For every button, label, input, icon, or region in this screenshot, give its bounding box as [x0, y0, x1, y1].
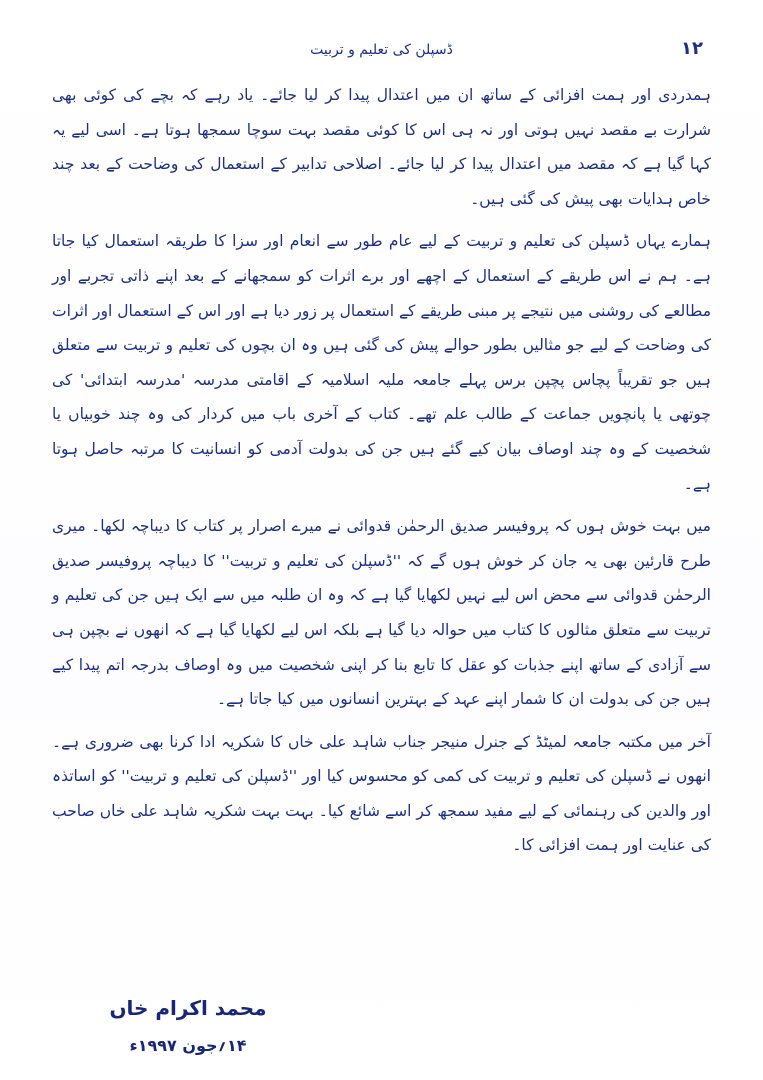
running-title: ڈسپلن کی تعلیم و تربیت: [310, 42, 453, 58]
page-number: ۱۲: [681, 38, 703, 59]
signature-date: ۱۴؍جون ۱۹۹۷ء: [129, 1036, 247, 1055]
paragraph-3: میں بہت خوش ہوں کہ پروفیسر صدیق الرحمٰن قدوائی نے میرے اصرار پر کتاب کا دیباچہ لکھا۔ میری طرح قارئین بھی یہ جان کر خوش ہوں گے کہ ''ڈسپلن کی تعلیم و تربیت'' کا دیباچہ پروفیسر صدیق الرحمٰن قدوائی سے محض اس لیے نہیں لکھایا گیا ہے کہ وہ ان طلبہ میں سے ایک ہیں جن کی تعلیم و تربیت سے متعلق مثالوں کا کتاب میں حوالہ دیا گیا ہے بلکہ اس لیے لکھایا گیا ہے کہ انھوں نے بچپن ہی سے آزادی کے ساتھ اپنے جذبات کو عقل کا تابع بنا کر اپنی شخصیت میں وہ اوصاف بدرجہ اتم پیدا کیے ہیں جن کی بدولت ان کا شمار اپنے عہد کے بہترین انسانوں میں کیا جاتا ہے۔: [52, 517, 711, 709]
signature-block: [88, 996, 288, 1055]
author-name: محمد اکرام خاں: [109, 996, 267, 1020]
paragraph-1: ہمدردی اور ہمت افزائی کے ساتھ ان میں اعتدال پیدا کر لیا جائے۔ یاد رہے کہ بچے کی کوئی بھی شرارت بے مقصد نہیں ہوتی اور نہ ہی اس کا کوئی مقصد بہت سوچا سمجھا ہوتا ہے۔ اسی لیے یہ کہا گیا ہے کہ مقصد میں اعتدال پیدا کر لیا جائے۔ اصلاحی تدابیر کے استعمال کی وضاحت کے بعد چند خاص ہدایات بھی پیش کی گئی ہیں۔: [52, 86, 711, 208]
paragraph-4: آخر میں مکتبہ جامعہ لمیٹڈ کے جنرل منیجر جناب شاہد علی خاں کا شکریہ ادا کرنا بھی ضروری ہے۔ انھوں نے ڈسپلن کی تعلیم و تربیت کی کمی کو محسوس کیا اور ''ڈسپلن کی تعلیم و تربیت'' کو اساتذہ اور والدین کی رہنمائی کے لیے مفید سمجھ کر اسے شائع کیا۔ بہت بہت شکریہ شاہد علی خاں صاحب کی عنایت اور ہمت افزائی کا۔: [52, 732, 711, 855]
paragraph-2: ہمارے یہاں ڈسپلن کی تعلیم و تربیت کے لیے عام طور سے انعام اور سزا کا طریقہ استعمال کیا جاتا ہے۔ ہم نے اس طریقے کے استعمال کے اچھے اور برے اثرات کو سمجھانے کے بعد اپنے ذاتی تجربے اور مطالعے کی روشنی میں نتیجے پر مبنی طریقے کے استعمال پر زور دیا ہے اور اس کے استعمال اور اثرات کی وضاحت کے لیے جو مثالیں بطور حوالے پیش کی گئی ہیں وہ ان بچوں کی تعلیم و تربیت سے متعلق ہیں جو تقریباً پچاس پچپن برس پہلے جامعہ ملیہ اسلامیہ کے اقامتی مدرسہ 'مدرسہ ابتدائی' کی چوتھی یا پانچویں جماعت کے طالب علم تھے۔ کتاب کے آخری باب میں کردار کی وہ چند خوبیاں یا شخصیت کے وہ چند اوصاف بیان کیے گئے ہیں جن کی بدولت آدمی کو انسانیت کا مرتبہ حاصل ہوتا ہے۔: [52, 232, 711, 493]
page-header: [52, 38, 711, 66]
body-text: [52, 78, 711, 863]
